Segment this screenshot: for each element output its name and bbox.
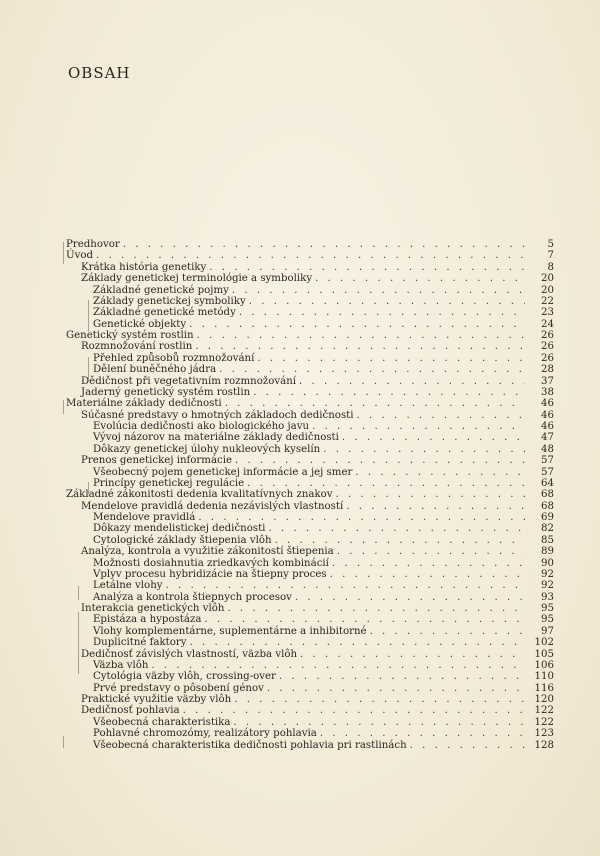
dot-leader (357, 410, 525, 421)
toc-entry-page-number: 95 (541, 614, 554, 626)
toc-entry (66, 353, 554, 364)
toc-entry-page-number: 128 (534, 739, 554, 751)
toc-entry-page-number: 46 (541, 421, 554, 432)
toc-entry (66, 569, 554, 580)
toc-entry (66, 307, 554, 318)
dot-leader (195, 341, 525, 352)
toc-entry-page-number: 28 (541, 364, 554, 376)
toc-entry (66, 626, 554, 637)
toc-entry-label: Základné genetické pojmy (93, 284, 229, 296)
toc-entry (66, 489, 554, 500)
toc-entry-label: Základné genetické metódy (93, 307, 236, 319)
toc-entry (66, 467, 554, 478)
dot-leader (315, 273, 525, 284)
toc-entry (66, 671, 554, 682)
toc-entry-page-number: 106 (534, 659, 554, 671)
dot-leader (227, 603, 525, 614)
toc-entry-label: Analýza a kontrola štiepnych procesov (93, 591, 292, 603)
toc-entry (66, 444, 554, 455)
dot-leader (247, 478, 525, 489)
toc-entry-page-number: 26 (541, 341, 554, 353)
toc-entry-label: Evolúcia dedičnosti ako biologického javu (93, 421, 310, 432)
toc-entry (66, 660, 554, 671)
toc-entry-page-number: 7 (547, 250, 554, 262)
toc-entry-page-number: 69 (541, 512, 554, 523)
toc-entry-page-number: 90 (541, 557, 554, 569)
toc-entry-page-number: 122 (534, 705, 554, 717)
page-title: OBSAH (68, 64, 131, 83)
dot-leader (233, 717, 525, 728)
toc-entry-page-number: 110 (534, 671, 554, 683)
toc-entry (66, 705, 554, 716)
toc-entry (66, 501, 554, 512)
toc-entry-label: Dělení buněčného jádra (93, 364, 217, 376)
toc-entry-label: Prvé predstavy o pôsobení génov (93, 682, 264, 694)
dot-leader (225, 398, 525, 409)
toc-entry-page-number: 68 (541, 500, 554, 512)
dot-leader (239, 307, 525, 318)
dot-leader (346, 501, 525, 512)
dot-leader (190, 637, 525, 648)
dot-leader (337, 546, 525, 557)
toc-entry (66, 740, 554, 751)
margin-pencil-mark (63, 242, 64, 264)
toc-entry (66, 478, 554, 489)
toc-entry (66, 683, 554, 694)
toc-entry (66, 410, 554, 421)
toc-entry (66, 273, 554, 284)
toc-entry-label: Epistáza a hypostáza (93, 614, 202, 626)
toc-entry-page-number: 120 (534, 694, 554, 705)
toc-entry-page-number: 57 (541, 466, 554, 478)
dot-leader (235, 455, 525, 466)
toc-entry-label: Přehled způsobů rozmnožování (93, 352, 255, 364)
toc-entry-label: Úvod (66, 250, 93, 262)
toc-entry-label: Dôkazy mendelistickej dedičnosti (93, 523, 266, 535)
toc-entry-page-number: 26 (541, 352, 554, 364)
dot-leader (96, 250, 525, 261)
toc-entry-label: Krátka história genetiky (81, 261, 207, 273)
dot-leader (300, 649, 525, 660)
toc-entry-label: Vývoj názorov na materiálne základy dedičnosti (93, 432, 339, 444)
toc-entry-label: Genetický systém rostlin (66, 330, 194, 341)
toc-entry (66, 341, 554, 352)
toc-entry (66, 387, 554, 398)
toc-entry-page-number: 23 (541, 307, 554, 319)
toc-entry-label: Cytológia väzby vlôh, crossing-over (93, 671, 276, 683)
toc-entry-page-number: 89 (541, 546, 554, 558)
toc-entry-page-number: 46 (541, 398, 554, 410)
toc-entry-label: Cytologické základy štiepenia vlôh (93, 534, 272, 546)
toc-entry-label: Všeobecný pojem genetickej informácie a jej smer (93, 466, 353, 478)
dot-leader (275, 535, 525, 546)
toc-entry-page-number: 38 (541, 386, 554, 398)
toc-entry (66, 546, 554, 557)
toc-entry (66, 637, 554, 648)
dot-leader (232, 285, 525, 296)
toc-entry-page-number: 97 (541, 625, 554, 637)
toc-entry-page-number: 57 (541, 455, 554, 467)
toc-entry-page-number: 123 (534, 728, 554, 740)
dot-leader (197, 330, 525, 341)
toc-entry-label: Interakcia genetických vlôh (81, 603, 225, 614)
toc-entry (66, 330, 554, 341)
toc-entry-label: Vplyv procesu hybridizácie na štiepny proces (93, 568, 327, 580)
toc-entry (66, 398, 554, 409)
dot-leader (320, 728, 525, 739)
dot-leader (355, 467, 525, 478)
dot-leader (299, 376, 525, 387)
toc-entry-page-number: 26 (541, 330, 554, 341)
toc-entry-label: Väzba vlôh (93, 659, 149, 671)
toc-entry (66, 239, 554, 250)
toc-entry-label: Základy genetickej terminológie a symboliky (81, 273, 313, 285)
toc-entry-label: Dědičnost při vegetativním rozmnožování (81, 375, 297, 387)
dot-leader (268, 523, 525, 534)
toc-entry (66, 364, 554, 375)
toc-entry (66, 376, 554, 387)
dot-leader (332, 558, 525, 569)
toc-entry-label: Základy genetickej symboliky (93, 295, 246, 307)
toc-entry-page-number: 5 (547, 239, 554, 250)
toc-entry-page-number: 93 (541, 591, 554, 603)
margin-pencil-mark (63, 400, 64, 414)
dot-leader (183, 705, 525, 716)
dot-leader (370, 626, 525, 637)
toc-entry (66, 262, 554, 273)
toc-entry (66, 603, 554, 614)
toc-entry-label: Praktické využitie väzby vlôh (81, 694, 232, 705)
toc-entry-label: Letálne vlohy (93, 580, 163, 592)
toc-entry (66, 694, 554, 705)
dot-leader (123, 239, 525, 250)
dot-leader (312, 421, 525, 432)
toc-entry-label: Predhovor (66, 239, 120, 250)
dot-leader (330, 569, 525, 580)
toc-entry-label: Analýza, kontrola a využitie zákonitostí štiepenia (81, 546, 334, 558)
toc-entry-page-number: 68 (541, 489, 554, 501)
toc-entry-label: Všeobecná charakteristika (93, 716, 231, 728)
toc-entry-label: Dedičnosť závislých vlastností, väzba vlôh (81, 648, 298, 660)
toc-entry (66, 296, 554, 307)
margin-pencil-mark (63, 736, 64, 748)
dot-leader (198, 512, 525, 523)
toc-entry-page-number: 85 (541, 534, 554, 546)
toc-entry (66, 717, 554, 728)
dot-leader (249, 296, 525, 307)
toc-entry (66, 285, 554, 296)
toc-entry-label: Dedičnosť pohlavia (81, 705, 180, 717)
toc-entry-label: Mendelove pravidlá (93, 512, 196, 523)
toc-entry-page-number: 20 (541, 273, 554, 285)
toc-entry-label: Mendelove pravidlá dedenia nezávislých vlastností (81, 500, 344, 512)
dot-leader (323, 444, 525, 455)
toc-entry (66, 319, 554, 330)
toc-entry-page-number: 95 (541, 603, 554, 614)
dot-leader (166, 580, 525, 591)
toc-entry (66, 250, 554, 261)
dot-leader (234, 694, 525, 705)
toc-entry-label: Vlohy komplementárne, suplementárne a inhibitorné (93, 625, 367, 637)
toc-entry-page-number: 82 (541, 523, 554, 535)
toc-entry (66, 512, 554, 523)
dot-leader (209, 262, 525, 273)
dot-leader (279, 671, 525, 682)
toc-entry-page-number: 47 (541, 432, 554, 444)
toc-entry-label: Dôkazy genetickej úlohy nukleových kyselín (93, 443, 321, 455)
dot-leader (151, 660, 525, 671)
dot-leader (410, 740, 525, 751)
toc-entry (66, 432, 554, 443)
toc-entry (66, 649, 554, 660)
toc-entry-page-number: 24 (541, 318, 554, 330)
toc-entry-page-number: 92 (541, 568, 554, 580)
toc-entry-label: Jaderný genetický systém rostlin (81, 386, 251, 398)
toc-entry-label: Materiálne základy dedičnosti (66, 398, 222, 410)
toc-entry-label: Možnosti dosiahnutia zriedkavých kombinácií (93, 557, 329, 569)
dot-leader (219, 364, 525, 375)
toc-entry (66, 728, 554, 739)
toc-entry-page-number: 48 (541, 443, 554, 455)
dot-leader (342, 432, 525, 443)
dot-leader (257, 353, 525, 364)
toc-entry-page-number: 8 (547, 261, 554, 273)
toc-entry-page-number: 46 (541, 409, 554, 421)
toc-entry-label: Prenos genetickej informácie (81, 455, 233, 467)
toc-entry-label: Rozmnožování rostlin (81, 341, 193, 353)
toc-entry-label: Genetické objekty (93, 318, 187, 330)
toc-entry (66, 535, 554, 546)
toc-entry-page-number: 105 (534, 648, 554, 660)
toc-entry-page-number: 122 (534, 716, 554, 728)
toc-entry-page-number: 92 (541, 580, 554, 592)
toc-entry-label: Pohlavné chromozómy, realizátory pohlavia (93, 728, 317, 740)
dot-leader (204, 614, 525, 625)
toc-entry-label: Duplicitné faktory (93, 637, 187, 649)
toc-entry (66, 421, 554, 432)
toc-entry-page-number: 64 (541, 477, 554, 489)
dot-leader (336, 489, 525, 500)
toc-entry (66, 592, 554, 603)
toc-entry-label: Všeobecná charakteristika dedičnosti pohlavia pri rastlinách (93, 739, 407, 751)
toc-entry-label: Súčasné predstavy o hmotných základoch dedičnosti (81, 409, 354, 421)
toc-entry-page-number: 37 (541, 375, 554, 387)
dot-leader (267, 683, 525, 694)
toc-entry (66, 614, 554, 625)
toc-entry-page-number: 102 (534, 637, 554, 649)
toc-entry (66, 558, 554, 569)
toc-entry-label: Základné zákonitosti dedenia kvalitatívnych znakov (66, 489, 333, 501)
dot-leader (295, 592, 525, 603)
toc-entry-label: Princípy genetickej regulácie (93, 477, 245, 489)
toc-entry-page-number: 116 (534, 682, 554, 694)
toc-entry-page-number: 22 (541, 295, 554, 307)
table-of-contents (66, 239, 554, 751)
dot-leader (253, 387, 525, 398)
toc-entry (66, 580, 554, 591)
toc-entry-page-number: 20 (541, 284, 554, 296)
toc-entry (66, 455, 554, 466)
toc-entry (66, 523, 554, 534)
dot-leader (189, 319, 525, 330)
